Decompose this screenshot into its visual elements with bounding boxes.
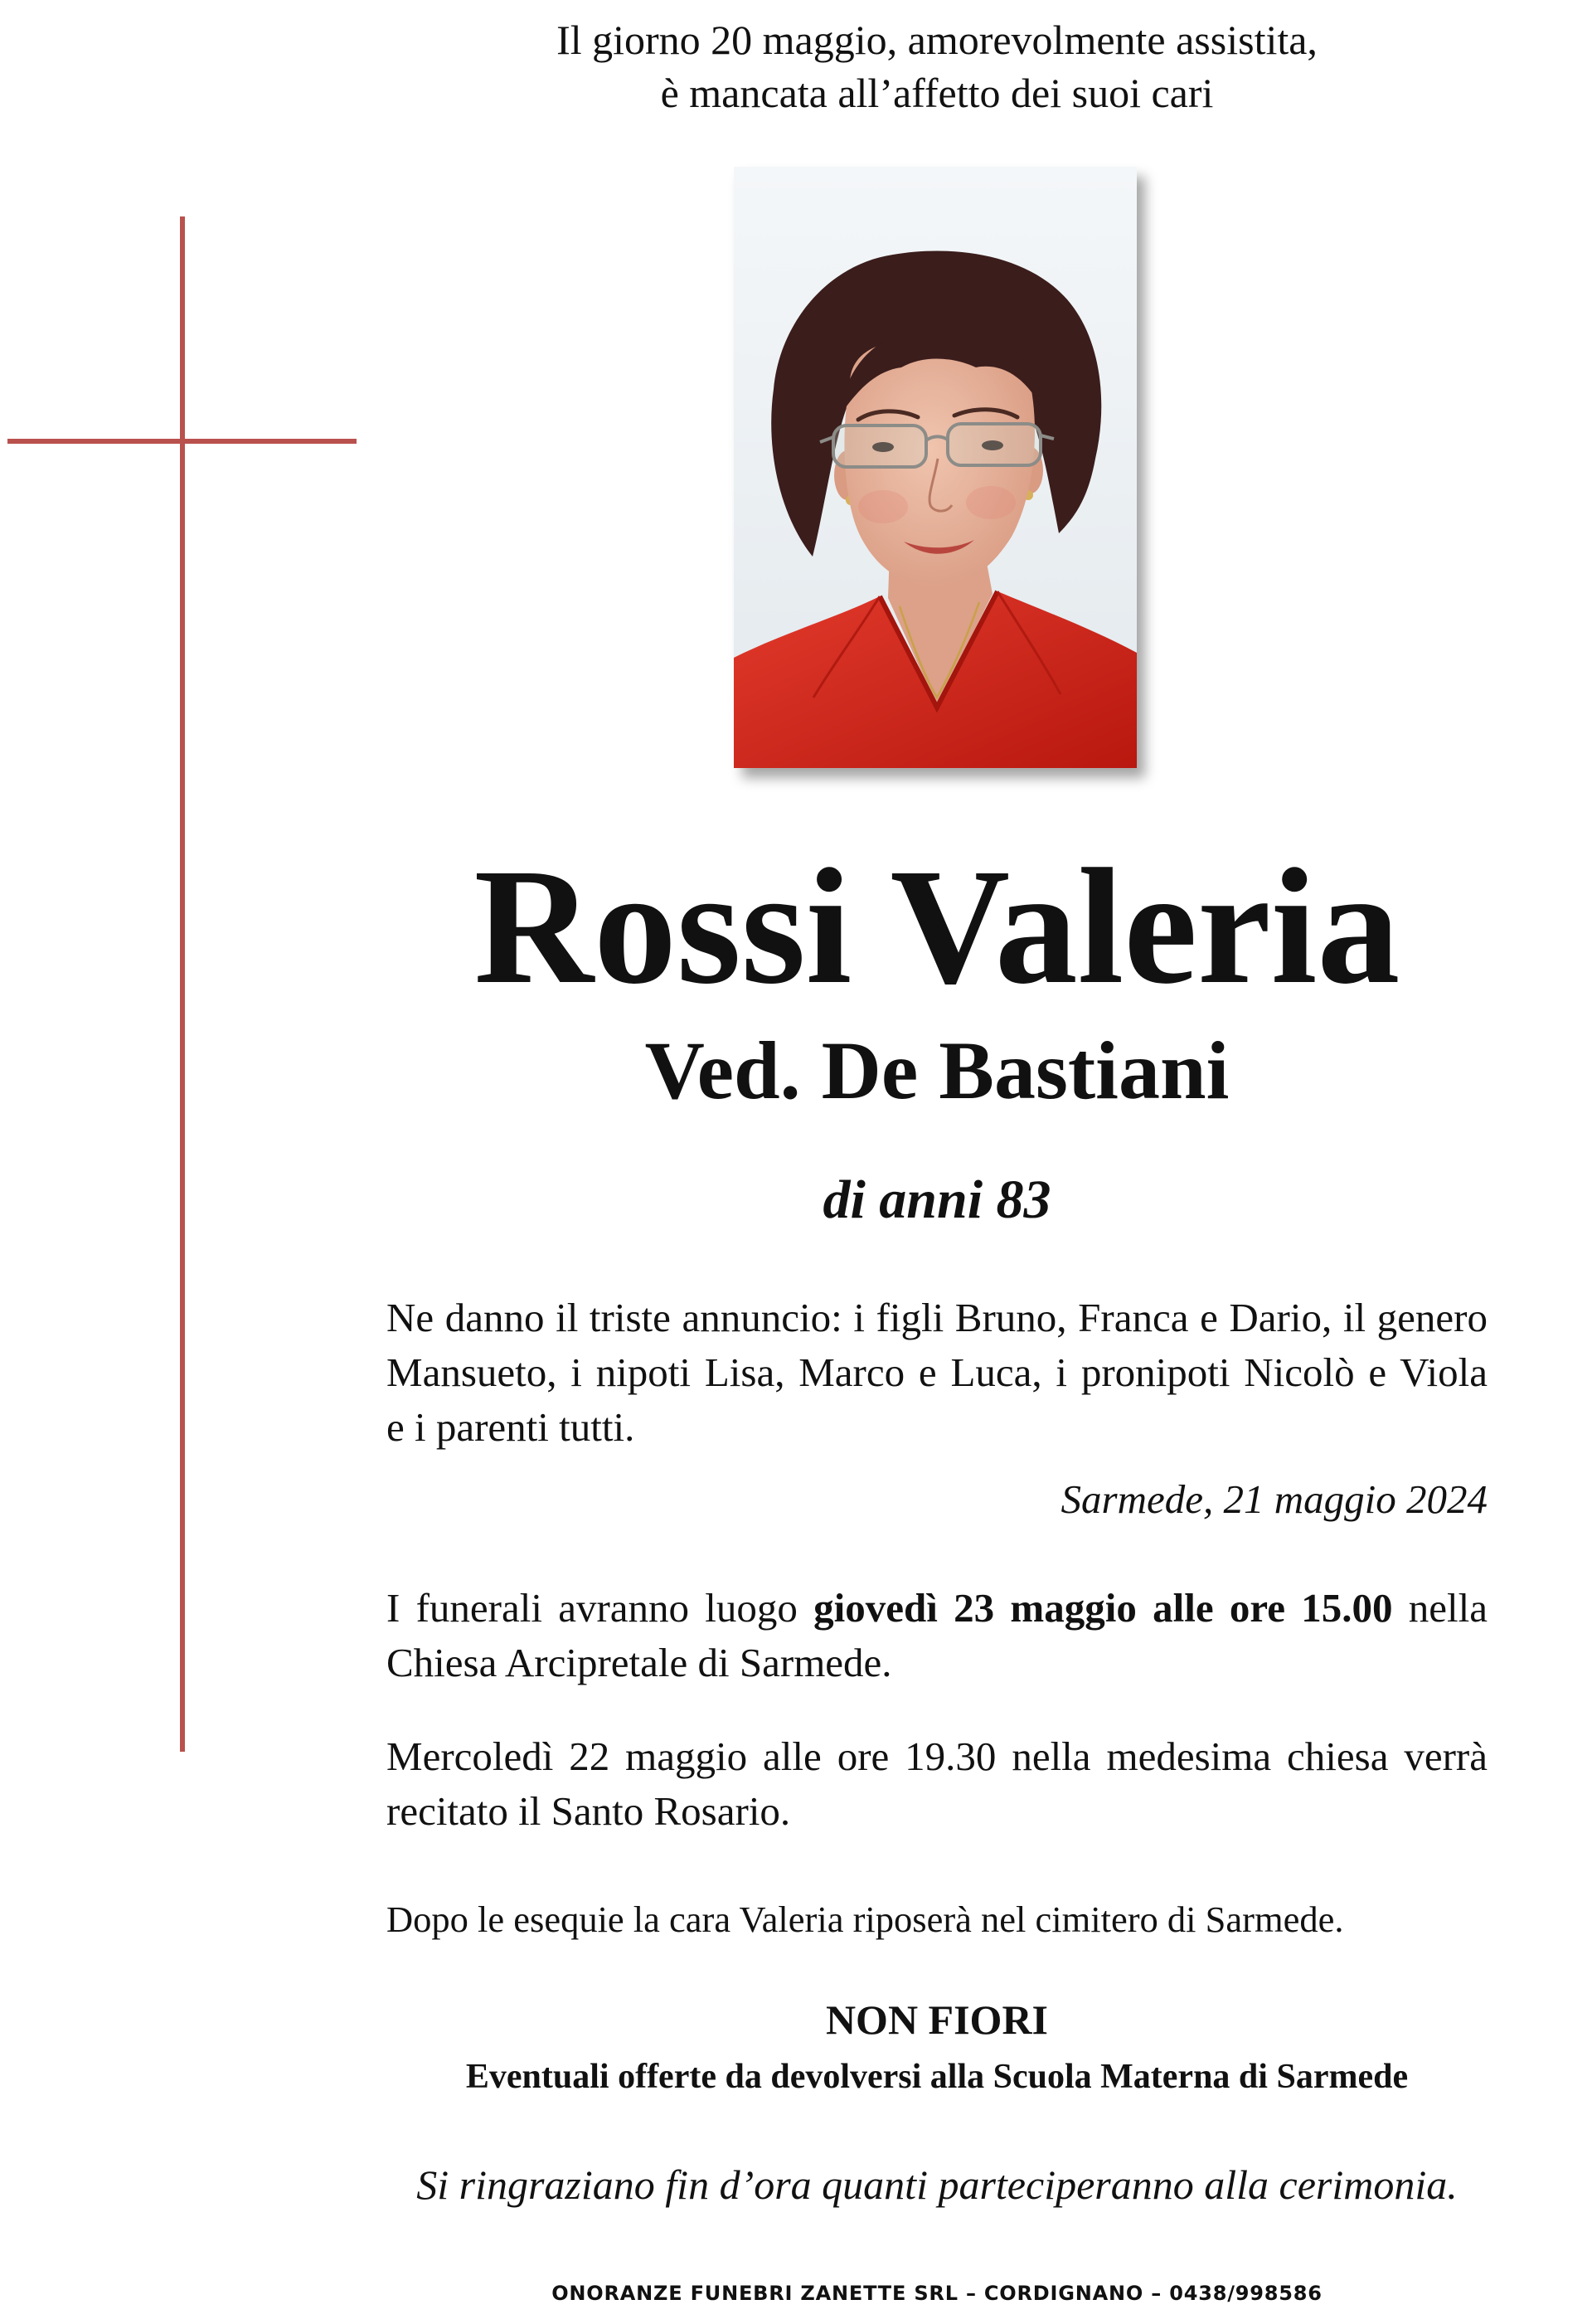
announcement-paragraph <box>386 1291 1488 1455</box>
announcement-line: Ne danno il triste annuncio: i figli Bruno, Franca e Dario, il genero <box>386 1295 1488 1340</box>
announcement-line: Mansueto, i nipoti Lisa, Marco e Luca, i pronipoti Nicolò e Viola <box>386 1349 1488 1395</box>
cross-horizontal-bar <box>7 439 357 444</box>
intro-line: Il giorno 20 maggio, amorevolmente assistita, <box>556 17 1318 63</box>
intro-text <box>386 13 1488 119</box>
portrait-photo <box>734 167 1137 768</box>
rosary-line: Mercoledì 22 maggio alle ore 19.30 nella medesima chiesa verrà <box>386 1733 1488 1779</box>
funeral-paragraph <box>386 1581 1488 1690</box>
announcement-line: e i parenti tutti. <box>386 1404 635 1450</box>
thanks-line: Si ringraziano fin d’ora quanti parteciperanno alla cerimonia. <box>416 2161 1458 2208</box>
place-date: Sarmede, 21 maggio 2024 <box>1061 1476 1488 1522</box>
funeral-text: nella <box>1392 1585 1488 1631</box>
funeral-line: Chiesa Arcipretale di Sarmede. <box>386 1640 892 1685</box>
portrait-illustration <box>734 167 1137 768</box>
rosary-paragraph <box>386 1729 1488 1839</box>
deceased-name: Rossi Valeria <box>473 835 1400 1019</box>
rosary-line: recitato il Santo Rosario. <box>386 1788 791 1834</box>
funeral-date-time: giovedì 23 maggio alle ore 15.00 <box>813 1585 1393 1631</box>
intro-line: è mancata all’affetto dei suoi cari <box>660 70 1214 116</box>
donations-note: Eventuali offerte da devolversi alla Scuola Materna di Sarmede <box>465 2058 1409 2096</box>
widow-of: Ved. De Bastiani <box>644 1024 1230 1116</box>
funeral-text: I funerali avranno luogo <box>386 1585 814 1631</box>
deceased-age: di anni 83 <box>823 1169 1051 1230</box>
funeral-home-footer: ONORANZE FUNEBRI ZANETTE SRL – CORDIGNANO – 0438/998586 <box>551 2282 1323 2305</box>
no-flowers-title: NON FIORI <box>825 1996 1049 2043</box>
burial-note: Dopo le esequie la cara Valeria riposerà nel cimitero di Sarmede. <box>386 1899 1344 1940</box>
funeral-line <box>386 1581 1488 1636</box>
cross-vertical-bar <box>180 216 185 1752</box>
